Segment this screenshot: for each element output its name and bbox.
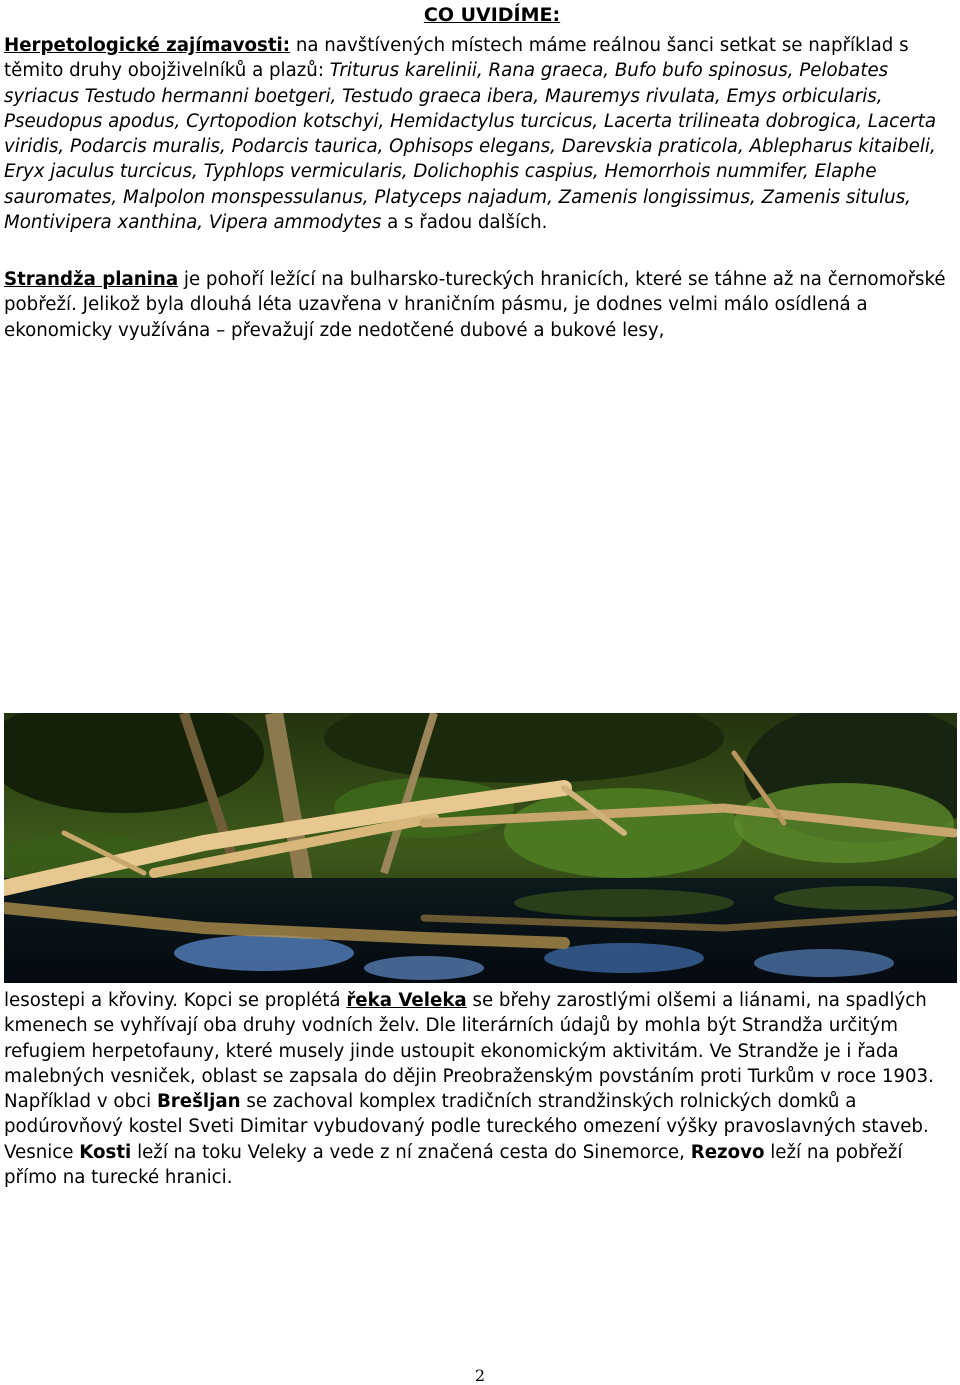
region-text-2: se břehy zarostlými olšemi a liánami, na spadlých kmenech se vyhřívají oba druhy vodních želv. Dle literárních údajů by mohla být Strandža určitým refugiem herpetofauny, které musely jinde ustoupit ekonomickým aktivitám. Ve Strandže je i řada malebných vesniček, oblast se zapsala do dějin Preobraženským povstáním proti Turkům v roce 1903. Například v obci — [4, 990, 934, 1113]
strandza-text: je pohoří ležící na bulharsko-tureckých hranicích, které se táhne až na černomořské pobřeží. Jelikož byla dlouhá léta uzavřena v hraničním pásmu, je dodnes velmi málo osídlená a ekonomicky využívána – převažují zde nedotčené dubové a bukové lesy, — [4, 269, 946, 341]
river-landscape-photo — [4, 713, 957, 983]
village-kosti: Kosti — [79, 1141, 132, 1163]
herpetology-intro: na navštívených místech máme reálnou šanci setkat se například s těmito druhy obojživelníků a plazů: — [4, 35, 909, 82]
region-text-1: lesostepi a křoviny. Kopci se proplétá — [4, 990, 347, 1011]
region-text-4: leží na toku Veleky a vede z ní značená cesta do Sinemorce, — [131, 1141, 691, 1163]
strandza-paragraph — [4, 267, 954, 343]
herpetology-paragraph — [4, 33, 954, 235]
herpetology-label: Herpetologické zajímavosti: — [4, 35, 291, 56]
village-breshljan: Brešljan — [156, 1091, 241, 1113]
species-list: Triturus karelinii, Rana graeca, Bufo bufo spinosus, Pelobates syriacus Testudo hermanni boetgeri, Testudo graeca ibera, Mauremys rivulata, Emys orbicularis, Pseudopus apodus, Cyrtopodion kotschyi, Hemidactylus turcicus, Lacerta trilineata dobrogica, Lacerta viridis, Podarcis muralis, Podarcis taurica, Ophisops elegans, Darevskia praticola, Ablepharus kitaibeli, Eryx jaculus turcicus, Typhlops vermicularis, Dolichophis caspius, Hemorrhois nummifer, Elaphe sauromates, Malpolon monspessulanus, Platyceps najadum, Zamenis longissimus, Zamenis situlus, Montivipera xanthina, Vipera ammodytes — [4, 60, 937, 234]
herpetology-outro: a s řadou dalších. — [381, 212, 548, 234]
village-rezovo: Rezovo — [690, 1141, 765, 1163]
page-heading: CO UVIDÍME: — [423, 4, 561, 26]
river-veleka-label: řeka Veleka — [346, 990, 467, 1011]
region-text-5: leží na pobřeží přímo na turecké hranici. — [4, 1141, 903, 1189]
page-number: 2 — [474, 1366, 486, 1385]
region-paragraph — [4, 988, 954, 1190]
region-text-3: se zachoval komplex tradičních strandžinských rolnických domků a podúrovňový kostel Sveti Dimitar vybudovaný podle tureckého omezení výšky pravoslavných staveb. Vesnice — [4, 1091, 929, 1163]
strandza-label: Strandža planina — [4, 269, 179, 290]
